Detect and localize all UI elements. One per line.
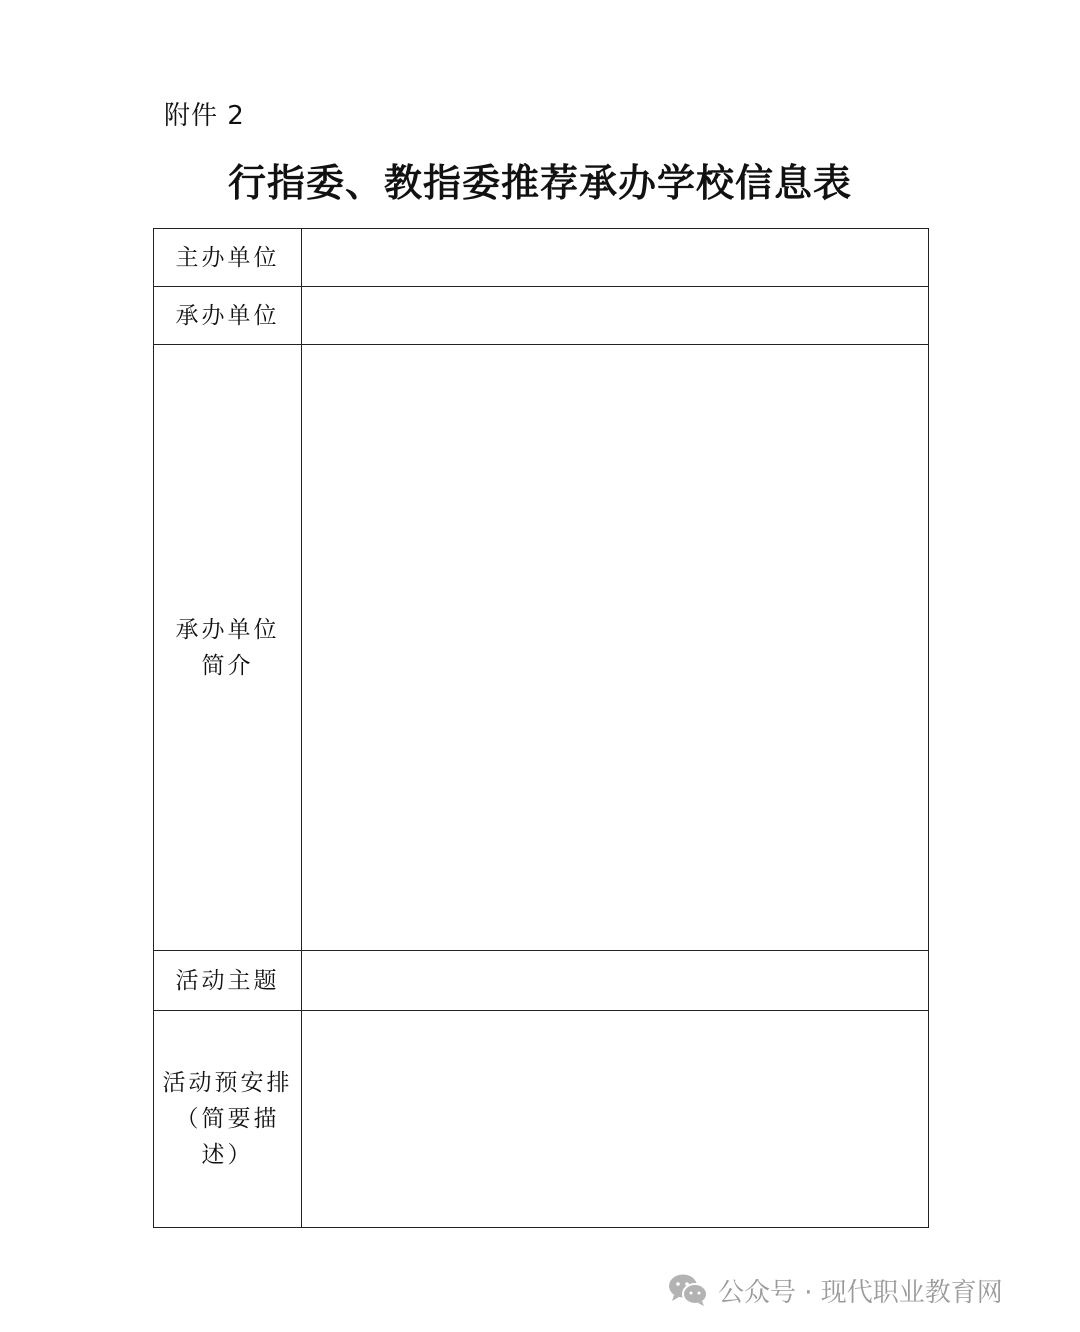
info-table <box>153 228 929 1228</box>
table-row <box>154 1011 929 1228</box>
watermark-text: 公众号 · 现代职业教育网 <box>718 1277 1003 1308</box>
row-value-schedule[interactable] <box>302 1011 929 1228</box>
row-value-organizer[interactable] <box>302 287 929 345</box>
attachment-label: 附件 2 <box>164 101 245 131</box>
row-label-schedule: 活动预安排 （简要描 述） <box>154 1011 302 1228</box>
row-label-organizer: 承办单位 <box>154 287 302 345</box>
table-row <box>154 345 929 951</box>
row-value-theme[interactable] <box>302 951 929 1011</box>
table-row <box>154 229 929 287</box>
row-label-organizer-intro: 承办单位 简介 <box>154 345 302 951</box>
document-title: 行指委、教指委推荐承办学校信息表 <box>227 160 852 205</box>
row-label-theme: 活动主题 <box>154 951 302 1011</box>
wechat-icon <box>668 1273 708 1307</box>
table-row <box>154 287 929 345</box>
row-value-organizer-intro[interactable] <box>302 345 929 951</box>
table-row <box>154 951 929 1011</box>
row-value-host[interactable] <box>302 229 929 287</box>
row-label-host: 主办单位 <box>154 229 302 287</box>
watermark <box>668 1270 1003 1310</box>
